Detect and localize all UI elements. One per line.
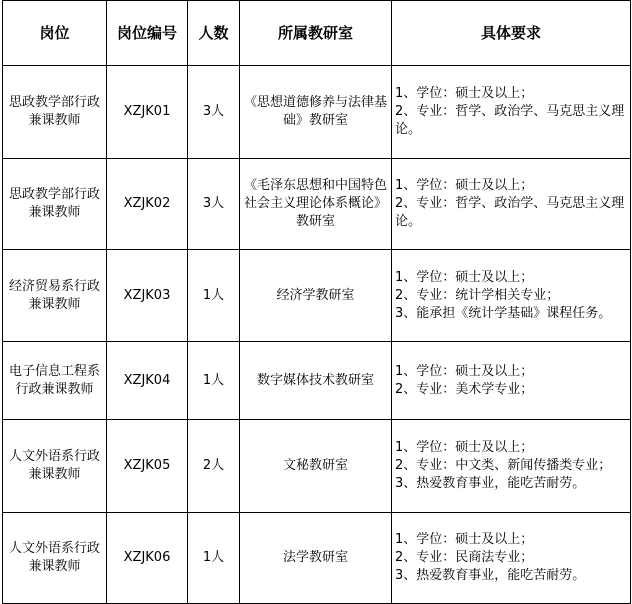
cell-requirements — [392, 159, 631, 250]
cell-requirements — [392, 420, 631, 513]
cell-count: 1人 — [188, 342, 240, 420]
requirement-line: 2、专业：中文类、新闻传播类专业； — [395, 458, 612, 473]
requirement-line: 2、专业：美术学专业； — [395, 381, 534, 397]
table-row — [3, 66, 631, 159]
cell-department: 《毛泽东思想和中国特色社会主义理论体系概论》教研室 — [240, 159, 392, 250]
cell-department: 《思想道德修养与法律基础》教研室 — [240, 66, 392, 159]
cell-count: 1人 — [188, 513, 240, 604]
cell-department: 文秘教研室 — [240, 420, 392, 513]
cell-code: XZJK01 — [107, 66, 188, 159]
cell-code: XZJK03 — [107, 250, 188, 342]
cell-requirements — [392, 342, 631, 420]
cell-position: 思政教学部行政兼课教师 — [3, 159, 107, 250]
requirement-line: 2、专业：民商法专业； — [395, 550, 534, 565]
cell-code: XZJK02 — [107, 159, 188, 250]
requirement-line: 3、热爱教育事业，能吃苦耐劳。 — [395, 568, 586, 583]
cell-code: XZJK04 — [107, 342, 188, 420]
requirement-line: 2、专业：哲学、政治学、马克思主义理论。 — [395, 104, 625, 137]
header-code: 岗位编号 — [107, 1, 188, 66]
cell-position: 思政教学部行政兼课教师 — [3, 66, 107, 159]
cell-position: 经济贸易系行政兼课教师 — [3, 250, 107, 342]
requirement-line: 3、能承担《统计学基础》课程任务。 — [395, 305, 612, 321]
cell-department: 法学教研室 — [240, 513, 392, 604]
header-requirements: 具体要求 — [392, 1, 631, 66]
cell-department: 数字媒体技术教研室 — [240, 342, 392, 420]
table-row — [3, 513, 631, 604]
job-table-container — [2, 0, 630, 602]
table-row — [3, 159, 631, 250]
cell-count: 1人 — [188, 250, 240, 342]
table-header-row — [3, 1, 631, 66]
requirement-line: 1、学位：硕士及以上； — [395, 363, 534, 379]
cell-count: 3人 — [188, 159, 240, 250]
cell-requirements — [392, 513, 631, 604]
cell-position: 人文外语系行政兼课教师 — [3, 420, 107, 513]
cell-code: XZJK05 — [107, 420, 188, 513]
header-position: 岗位 — [3, 1, 107, 66]
cell-requirements — [392, 250, 631, 342]
table-row — [3, 342, 631, 420]
requirement-line: 1、学位：硕士及以上； — [395, 269, 534, 285]
cell-code: XZJK06 — [107, 513, 188, 604]
requirement-line: 1、学位：硕士及以上； — [395, 532, 534, 547]
table-row — [3, 420, 631, 513]
cell-position: 人文外语系行政兼课教师 — [3, 513, 107, 604]
cell-position: 电子信息工程系行政兼课教师 — [3, 342, 107, 420]
requirement-line: 1、学位：硕士及以上； — [395, 440, 534, 455]
requirement-line: 1、学位：硕士及以上； — [395, 86, 534, 101]
cell-department: 经济学教研室 — [240, 250, 392, 342]
cell-requirements — [392, 66, 631, 159]
requirement-line: 2、专业：统计学相关专业； — [395, 287, 560, 303]
requirement-line: 2、专业：哲学、政治学、马克思主义理论。 — [395, 196, 625, 229]
header-department: 所属教研室 — [240, 1, 392, 66]
requirement-line: 3、热爱教育事业，能吃苦耐劳。 — [395, 476, 586, 491]
requirement-line: 1、学位：硕士及以上； — [395, 178, 534, 193]
header-count: 人数 — [188, 1, 240, 66]
job-requirements-table — [2, 0, 631, 604]
table-row — [3, 250, 631, 342]
cell-count: 2人 — [188, 420, 240, 513]
cell-count: 3人 — [188, 66, 240, 159]
